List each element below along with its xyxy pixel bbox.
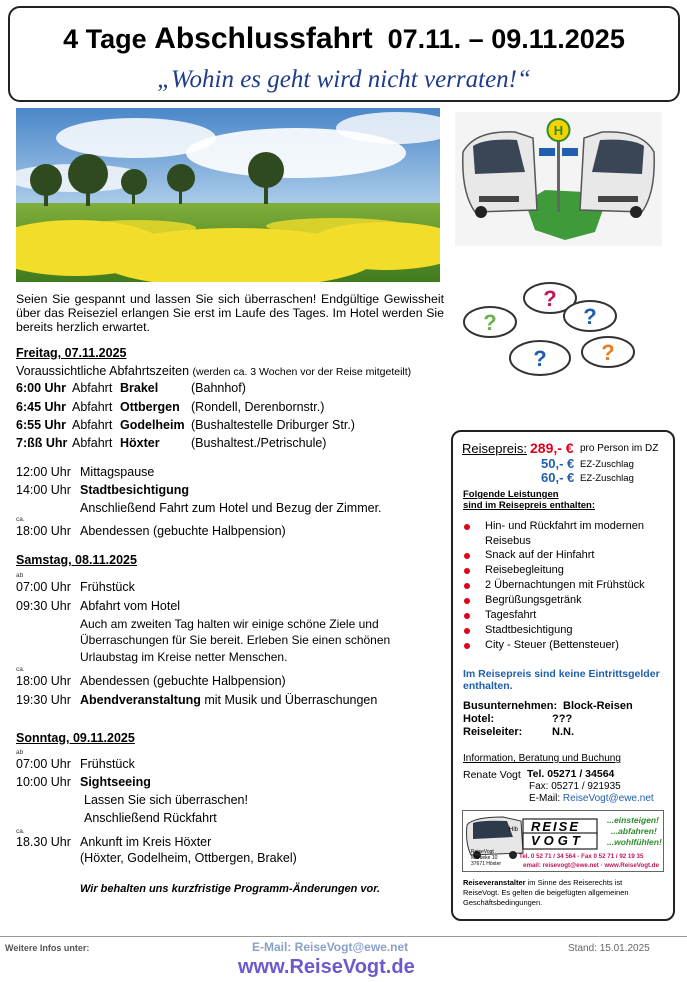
page-subtitle: „Wohin es geht wird nicht verraten!“ — [157, 66, 531, 93]
services-heading: sind im Reisepreis enthalten: — [463, 500, 595, 511]
service-item: Stadtbesichtigung — [485, 624, 573, 636]
logo-address: ReiseVogt — [471, 849, 494, 855]
schedule-activity: Sightseeing — [80, 775, 151, 789]
services-heading: Folgende Leistungen — [463, 489, 559, 500]
bus-graphic — [455, 112, 662, 246]
organizer-note — [463, 878, 622, 887]
logo-slogan: ...wohlfühlen! — [607, 837, 662, 847]
svg-text:?: ? — [543, 286, 557, 311]
departure-place: Brakel — [120, 381, 159, 395]
hotel-value: ??? — [552, 713, 573, 725]
service-item: Snack auf der Hinfahrt — [485, 549, 595, 561]
bullet-icon — [464, 553, 470, 559]
departure-intro — [16, 364, 411, 380]
email-label: E-Mail: — [529, 793, 563, 804]
ez-surcharge-1: 50,- € — [541, 456, 575, 471]
service-item: Reisebegleitung — [485, 564, 564, 576]
ez-surcharge-2-note: EZ-Zuschlag — [580, 473, 634, 484]
company-value: Block-Reisen — [563, 700, 633, 712]
evening-event: Abendveranstaltung — [80, 693, 201, 707]
page-title — [10, 22, 678, 56]
service-item: Tagesfahrt — [485, 609, 537, 621]
contact-phone: Tel. 05271 / 34564 — [527, 768, 615, 780]
entry-fees-note: Im Reisepreis sind keine Eintrittsgelder — [463, 668, 660, 680]
sunday-heading: Sonntag, 09.11.2025 — [16, 731, 135, 745]
ca-note: ca. — [16, 828, 25, 835]
departure-time: 6:55 Uhr — [16, 418, 67, 432]
title-main-text: Abschlussfahrt — [154, 22, 373, 55]
schedule-time: 18:00 Uhr — [16, 674, 71, 688]
organizer-note: ReiseVogt. Es gelten die beigefügten allgemeinen — [463, 888, 629, 897]
bullet-icon — [464, 613, 470, 619]
schedule-time: 14:00 Uhr — [16, 483, 71, 497]
departure-place: Höxter — [120, 436, 160, 450]
bullet-icon — [464, 568, 470, 574]
footer-info-label: Weitere Infos unter: — [5, 943, 90, 953]
title-prefix: 4 Tage — [63, 24, 155, 54]
schedule-time: 12:00 Uhr — [16, 465, 71, 479]
price-label: Reisepreis: — [462, 441, 528, 456]
footer-stand-date: Stand: 15.01.2025 — [568, 943, 650, 954]
departure-label: Abfahrt — [72, 400, 113, 414]
schedule-activity-detail: Anschließend Fahrt zum Hotel und Bezug der Zimmer. — [80, 501, 382, 515]
leader-label: Reiseleiter: — [463, 726, 523, 738]
departure-location: (Bushaltest./Petrischule) — [191, 436, 327, 450]
schedule-activity — [80, 693, 377, 708]
bullet-icon — [464, 583, 470, 589]
title-dates: 07.11. – 09.11.2025 — [387, 24, 625, 54]
footer-website[interactable]: www.ReiseVogt.de — [238, 956, 415, 978]
footer-email[interactable]: E-Mail: ReiseVogt@ewe.net — [252, 940, 409, 954]
departure-location: (Bahnhof) — [191, 381, 246, 395]
bullet-icon — [464, 643, 470, 649]
departure-location: (Rondell, Derenbornstr.) — [191, 400, 325, 414]
price-value: 289,- € — [530, 440, 574, 456]
departure-note: (werden ca. 3 Wochen vor der Reise mitgeteilt) — [192, 366, 412, 378]
ez-surcharge-1-note: EZ-Zuschlag — [580, 459, 634, 470]
intro-text: Seien Sie gespannt und lassen Sie sich überraschen! Endgültige Gewissheit über das Reiseziel erlangen Sie erst im Laufe des Tages. Im Hotel werden Sie bereits herzlich erwartet. — [16, 292, 444, 334]
logo-address: Marbeke 10 — [471, 855, 498, 861]
ca-note: ca. — [16, 516, 25, 523]
departure-label: Abfahrt — [72, 418, 113, 432]
saturday-description: Urlaubstag im Kreise netter Menschen. — [80, 650, 288, 664]
service-item: Begrüßungsgetränk — [485, 594, 582, 606]
schedule-time: 09:30 Uhr — [16, 599, 71, 613]
friday-heading: Freitag, 07.11.2025 — [16, 346, 127, 360]
service-item: 2 Übernachtungen mit Frühstück — [485, 579, 645, 591]
bullet-icon — [464, 628, 470, 634]
company-label: Busunternehmen: — [463, 700, 558, 712]
schedule-activity: Stadtbesichtigung — [80, 483, 190, 497]
svg-text:H: H — [553, 123, 564, 138]
departure-time: 7:ßß Uhr — [16, 436, 68, 450]
saturday-heading: Samstag, 08.11.2025 — [16, 553, 137, 567]
saturday-description: Überraschungen für Sie bereit. Erleben Sie einen schönen — [80, 633, 391, 647]
program-disclaimer: Wir behalten uns kurzfristige Programm-Änderungen vor. — [80, 883, 381, 895]
schedule-activity-detail: Lassen Sie sich überraschen! — [84, 793, 248, 807]
title-box — [8, 6, 680, 102]
logo-brand-bottom: VOGT — [531, 833, 584, 848]
departure-place: Ottbergen — [120, 400, 180, 414]
footer-divider — [0, 936, 687, 937]
schedule-time: 18.30 Uhr — [16, 835, 71, 849]
schedule-activity: Frühstück — [80, 580, 135, 594]
departure-time: 6:45 Uhr — [16, 400, 67, 414]
service-item: Reisebus — [485, 535, 531, 547]
schedule-time: 07:00 Uhr — [16, 757, 71, 771]
contact-name: Renate Vogt — [463, 769, 521, 781]
schedule-activity-detail: (Höxter, Godelheim, Ottbergen, Brakel) — [80, 851, 297, 865]
schedule-activity: Abendessen (gebuchte Halbpension) — [80, 524, 286, 538]
organizer-bold: Reiseveranstalter — [463, 878, 526, 887]
schedule-activity: Mittagspause — [80, 465, 155, 479]
ab-note: ab — [16, 572, 24, 579]
organizer-note: Geschäftsbedingungen. — [463, 898, 543, 907]
ca-note: ca. — [16, 666, 25, 673]
svg-text:?: ? — [583, 304, 597, 329]
price-note: pro Person im DZ — [580, 443, 659, 454]
schedule-activity: Ankunft im Kreis Höxter — [80, 835, 212, 849]
svg-text:?: ? — [483, 310, 497, 335]
landscape-photo — [16, 108, 440, 282]
schedule-time: 10:00 Uhr — [16, 775, 71, 789]
schedule-activity: Abendessen (gebuchte Halbpension) — [80, 674, 286, 688]
schedule-activity-detail: Anschließend Rückfahrt — [84, 811, 217, 825]
departure-label: Abfahrt — [72, 436, 113, 450]
logo-brand-top: REISE — [531, 819, 581, 834]
saturday-description: Auch am zweiten Tag halten wir einige schöne Ziele und — [80, 617, 379, 631]
service-item: City - Steuer (Bettensteuer) — [485, 639, 619, 651]
schedule-time: 18:00 Uhr — [16, 524, 71, 538]
svg-text:?: ? — [601, 340, 615, 365]
ab-note: ab — [16, 749, 24, 756]
logo-contact-line: Tel. 0 52 71 / 34 564 - Fax 0 52 71 / 92 19 35 — [519, 853, 644, 860]
schedule-activity: Abfahrt vom Hotel — [80, 599, 181, 613]
departure-label: Abfahrt — [72, 381, 113, 395]
entry-fees-note: enthalten. — [463, 680, 513, 692]
bus-sign: Hlb — [509, 827, 519, 833]
departure-intro-text: Voraussichtliche Abfahrtszeiten — [16, 364, 190, 378]
info-heading: Information, Beratung und Buchung — [463, 753, 621, 764]
leader-value: N.N. — [552, 726, 574, 738]
logo-slogan: ...abfahren! — [611, 826, 657, 836]
ez-surcharge-2: 60,- € — [541, 470, 575, 485]
logo-web-line: email: reisevogt@ewe.net · www.ReiseVogt.de — [523, 862, 660, 869]
bullet-icon — [464, 524, 470, 530]
schedule-time: 07:00 Uhr — [16, 580, 71, 594]
logo-slogan: ...einsteigen! — [607, 815, 659, 825]
departure-time: 6:00 Uhr — [16, 381, 67, 395]
logo-address: 37671 Höxter — [471, 861, 502, 867]
bullet-icon — [464, 598, 470, 604]
question-bubbles-graphic — [460, 280, 660, 390]
contact-email — [529, 793, 654, 804]
schedule-time: 19:30 Uhr — [16, 693, 71, 707]
hotel-label: Hotel: — [463, 713, 495, 725]
departure-place: Godelheim — [120, 418, 185, 432]
departure-location: (Bushaltestelle Driburger Str.) — [191, 418, 355, 432]
svg-text:?: ? — [533, 346, 547, 371]
schedule-activity: Frühstück — [80, 757, 135, 771]
email-link[interactable]: ReiseVogt@ewe.net — [562, 793, 654, 804]
service-item: Hin- und Rückfahrt im modernen — [485, 520, 644, 532]
evening-event-detail: mit Musik und Überraschungen — [200, 693, 378, 707]
contact-fax: Fax: 05271 / 921935 — [529, 781, 621, 792]
organizer-text: im Sinne des Reiserechts ist — [525, 878, 623, 887]
reisevogt-logo — [462, 810, 664, 872]
